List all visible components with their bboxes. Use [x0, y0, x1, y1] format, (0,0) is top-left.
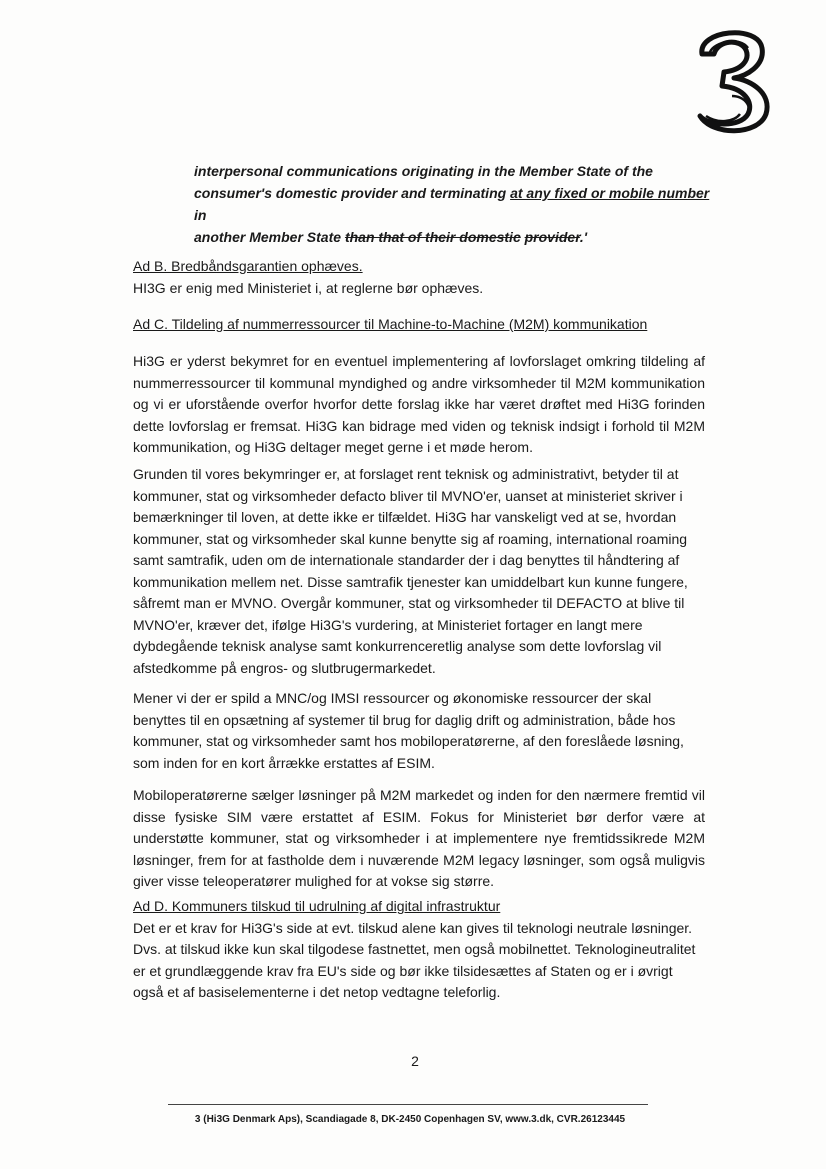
inserted-text: at any fixed or mobile number — [510, 185, 710, 201]
quote-text: .' — [579, 229, 588, 245]
section-d-heading: Ad D. Kommuners tilskud til udrulning af digital infrastruktur — [133, 898, 501, 914]
deleted-text: provider — [524, 229, 580, 245]
quote-line-3 — [194, 226, 714, 248]
section-c-paragraph-1: Hi3G er yderst bekymret for en eventuel implementering af lovforslaget omkring tildeling af nummerressourcer til kommunal myndighed og andre virksomheder til M2M kommunikation og vi er uforstående overfor hvorfor dette forslag ikke har været drøftet med Hi3G forinden dette lovforslag er fremsat. Hi3G kan bidrage med viden og teknisk indsigt i forhold til M2M kommunikation, og Hi3G deltager meget gerne i et møde herom. — [133, 353, 705, 455]
page-number: 2 — [411, 1053, 419, 1069]
quoted-amendment — [194, 160, 714, 248]
section-b-text: HI3G er enig med Ministeriet i, at reglerne bør ophæves. — [133, 279, 484, 296]
section-b-heading: Ad B. Bredbåndsgarantien ophæves. — [133, 258, 363, 274]
footer-divider — [168, 1104, 648, 1105]
deleted-text: than that of their domestic — [344, 229, 521, 245]
footer-address: 3 (Hi3G Denmark Aps), Scandiagade 8, DK-2450 Copenhagen SV, www.3.dk, CVR.26123445 — [194, 1114, 626, 1125]
section-d-text: Det er et krav for Hi3G's side at evt. tilskud alene kan gives til teknologi neutrale løsninger. Dvs. at tilskud ikke kun skal tilgodese fastnettet, men også mobilnettet. Teknologineutralitet er et grundlæggende krav fra EU's side og bør ikke tilsidesættes af Staten og er i øvrigt også et af basiselementerne i det netop vedtagne teleforlig. — [133, 919, 696, 1000]
quote-line-1: interpersonal communications originating in the Member State of the — [194, 163, 653, 179]
section-d — [133, 896, 705, 1004]
section-c-heading-text: Ad C. Tildeling af nummerressourcer til Machine-to-Machine (M2M) kommunikation — [133, 316, 648, 332]
section-c-paragraph-4: Mobiloperatørerne sælger løsninger på M2M markedet og inden for den nærmere fremtid vil disse fysiske SIM være erstattet af ESIM. Fokus for Ministeriet bør derfor være at understøtte kommuner, stat og virksomheder i at implementere nye fremtidssikrede M2M løsninger, frem for at fastholde dem i nuværende M2M legacy løsninger, som også muligvis giver visse teleoperatører mulighed for at vokse sig større. — [133, 787, 705, 889]
quote-line-2 — [194, 182, 714, 226]
quote-text: in — [194, 207, 207, 223]
three-logo — [688, 22, 774, 138]
section-c-paragraph-3: Mener vi der er spild a MNC/og IMSI ressourcer og økonomiske ressourcer der skal benyttes til en opsætning af systemer til brug for daglig drift og administration, både hos kommuner, stat og virksomheder samt hos mobiloperatørerne, af den foreslåede løsning, som inden for en kort årrække erstattes af ESIM. — [133, 690, 684, 771]
quote-text: consumer's domestic provider and terminating — [194, 185, 511, 201]
section-c-paragraph-2: Grunden til vores bekymringer er, at forslaget rent teknisk og administrativt, betyder til at kommuner, stat og virksomheder defacto bliver til MVNO'er, uanset at ministeriet skriver i bemærkninger til loven, at dette ikke er tilfældet. Hi3G har vanskeligt ved at se, hvordan kommuner, stat og virksomheder skal kunne benytte sig af roaming, international roaming samt samtrafik, uden om de internationale standarder der i dag benyttes til håndtering af kommunikation mellem net. Disse samtrafik tjenester kan umiddelbart kun kunne fungere, såfremt man er MVNO. Overgår kommuner, stat og virksomheder til DEFACTO at blive til MVNO'er, kræver det, ifølge Hi3G's vurdering, at Ministeriet fortager en langt mere dybdegående teknisk analyse samt konkurrenceretlig analyse som dette lovforslag vil afstedkomme på engros- og slutbrugermarkedet. — [133, 466, 688, 676]
quote-text: another Member State — [194, 229, 345, 245]
section-b — [133, 256, 705, 299]
section-c-heading — [133, 314, 705, 336]
